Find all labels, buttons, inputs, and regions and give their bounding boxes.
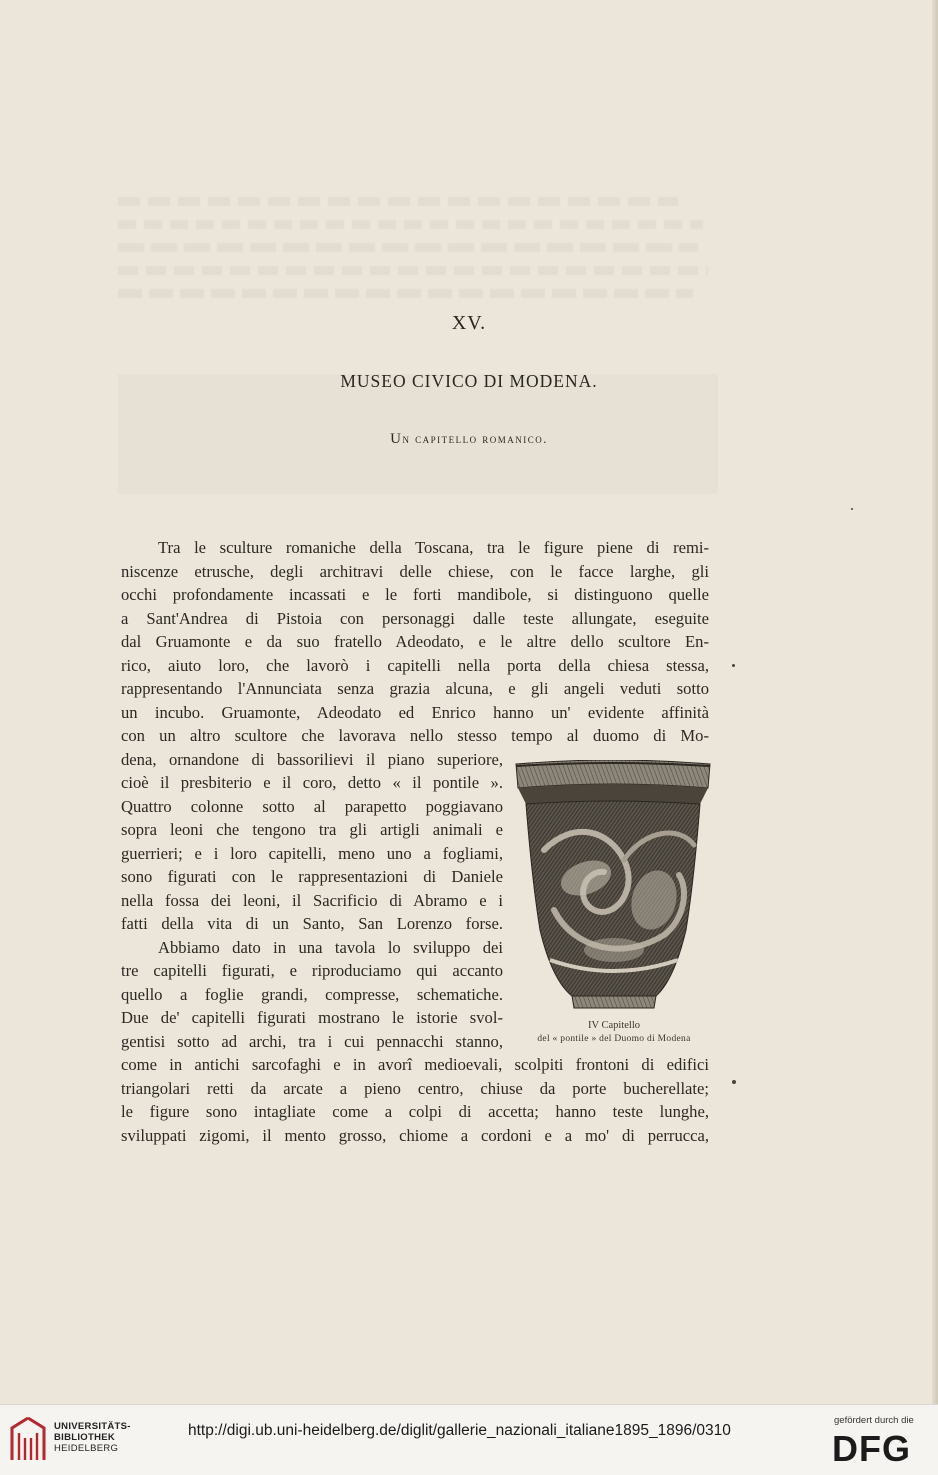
bleed-through-text	[118, 170, 718, 310]
body-line: a Sant'Andrea di Pistoia con personaggi dalle teste allungate, eseguite	[121, 609, 709, 628]
figure-caption-detail: del « pontile » del Duomo di Modena	[537, 1034, 691, 1044]
body-line: tre capitelli figurati, e riproduciamo qui accanto	[121, 961, 503, 980]
body-line: sono figurati con le rappresentazioni di Daniele	[121, 867, 503, 886]
ink-speck	[732, 664, 735, 667]
body-line: gentisi sotto ad archi, tra i cui pennacchi stanno,	[121, 1032, 503, 1051]
chapter-subtitle	[0, 431, 938, 448]
body-line: fatti della vita di un Santo, San Lorenzo forse.	[121, 914, 503, 933]
body-line: Abbiamo dato in una tavola lo sviluppo dei	[158, 938, 503, 957]
body-line: guerrieri; e i loro capitelli, meno uno a fogliami,	[121, 844, 503, 863]
university-library-logo	[10, 1416, 46, 1462]
body-line: dal Gruamonte e da suo fratello Adeodato, e le altre dello scultore En-	[121, 632, 709, 651]
figure-caption-title: IV Capitello	[587, 1020, 640, 1031]
body-line: rappresentando l'Annunciata senza grazia alcuna, e gli angeli veduti sotto	[121, 679, 709, 698]
body-line: le figure sono intagliate come a colpi di accetta; hanno teste lunghe,	[121, 1102, 709, 1121]
body-line: un incubo. Gruamonte, Adeodato ed Enrico hanno un' evidente affinità	[121, 703, 709, 722]
library-name-line3: HEIDELBERG	[54, 1443, 119, 1454]
body-line: cioè il presbiterio e il coro, detto « il pontile ».	[121, 773, 503, 792]
page-edge	[932, 0, 938, 1404]
body-line: rico, aiuto loro, che lavorò i capitelli nella porta della chiesa stessa,	[121, 656, 709, 675]
dfg-logo: DFG	[832, 1428, 911, 1469]
body-line: Due de' capitelli figurati mostrano le istorie svol-	[121, 1008, 503, 1027]
body-line: quello a foglie grandi, compresse, schematiche.	[121, 985, 503, 1004]
library-name-line2: BIBLIOTHEK	[54, 1432, 116, 1443]
body-line: come in antichi sarcofaghi e in avorî medioevali, scolpiti frontoni di edifici	[121, 1055, 709, 1074]
body-line: occhi profondamente incassati e le forti mandibole, si distinguono quelle	[121, 585, 709, 604]
chapter-title: MUSEO CIVICO DI MODENA.	[340, 371, 598, 391]
body-line: dena, ornandone di bassorilievi il piano superiore,	[121, 750, 503, 769]
library-name	[54, 1421, 131, 1454]
subtitle-rest: n capitello romanico.	[402, 432, 548, 446]
ink-speck	[851, 508, 853, 510]
body-line: Quattro colonne sotto al parapetto poggiavano	[121, 797, 503, 816]
body-line: sopra leoni che tengono tra gli artigli animali e	[121, 820, 503, 839]
body-line: Tra le sculture romaniche della Toscana, tra le figure piene di remi-	[158, 538, 709, 557]
body-line: niscenze etrusche, degli architravi delle chiese, con le facce larghe, gli	[121, 562, 709, 581]
body-line: nella fossa dei leoni, il Sacrificio di Abramo e i	[121, 891, 503, 910]
funded-by-label: gefördert durch die	[834, 1415, 914, 1426]
library-name-line1: UNIVERSITÄTS-	[54, 1421, 131, 1432]
subtitle-initial: U	[390, 431, 403, 447]
body-line: triangolari retti da arcate a pieno centro, chiuse da porte bucherellate;	[121, 1079, 709, 1098]
chapter-number: XV.	[451, 312, 487, 334]
body-line: sviluppati zigomi, il mento grosso, chiome a cordoni e a mo' di perrucca,	[121, 1126, 709, 1145]
ink-speck	[732, 1080, 736, 1084]
source-url-link[interactable]: http://digi.ub.uni-heidelberg.de/diglit/gallerie_nazionali_italiane1895_1896/0310	[188, 1422, 731, 1439]
body-line: con un altro scultore che lavorava nello stesso tempo al duomo di Mo-	[121, 726, 709, 745]
capital-engraving	[514, 760, 712, 1012]
